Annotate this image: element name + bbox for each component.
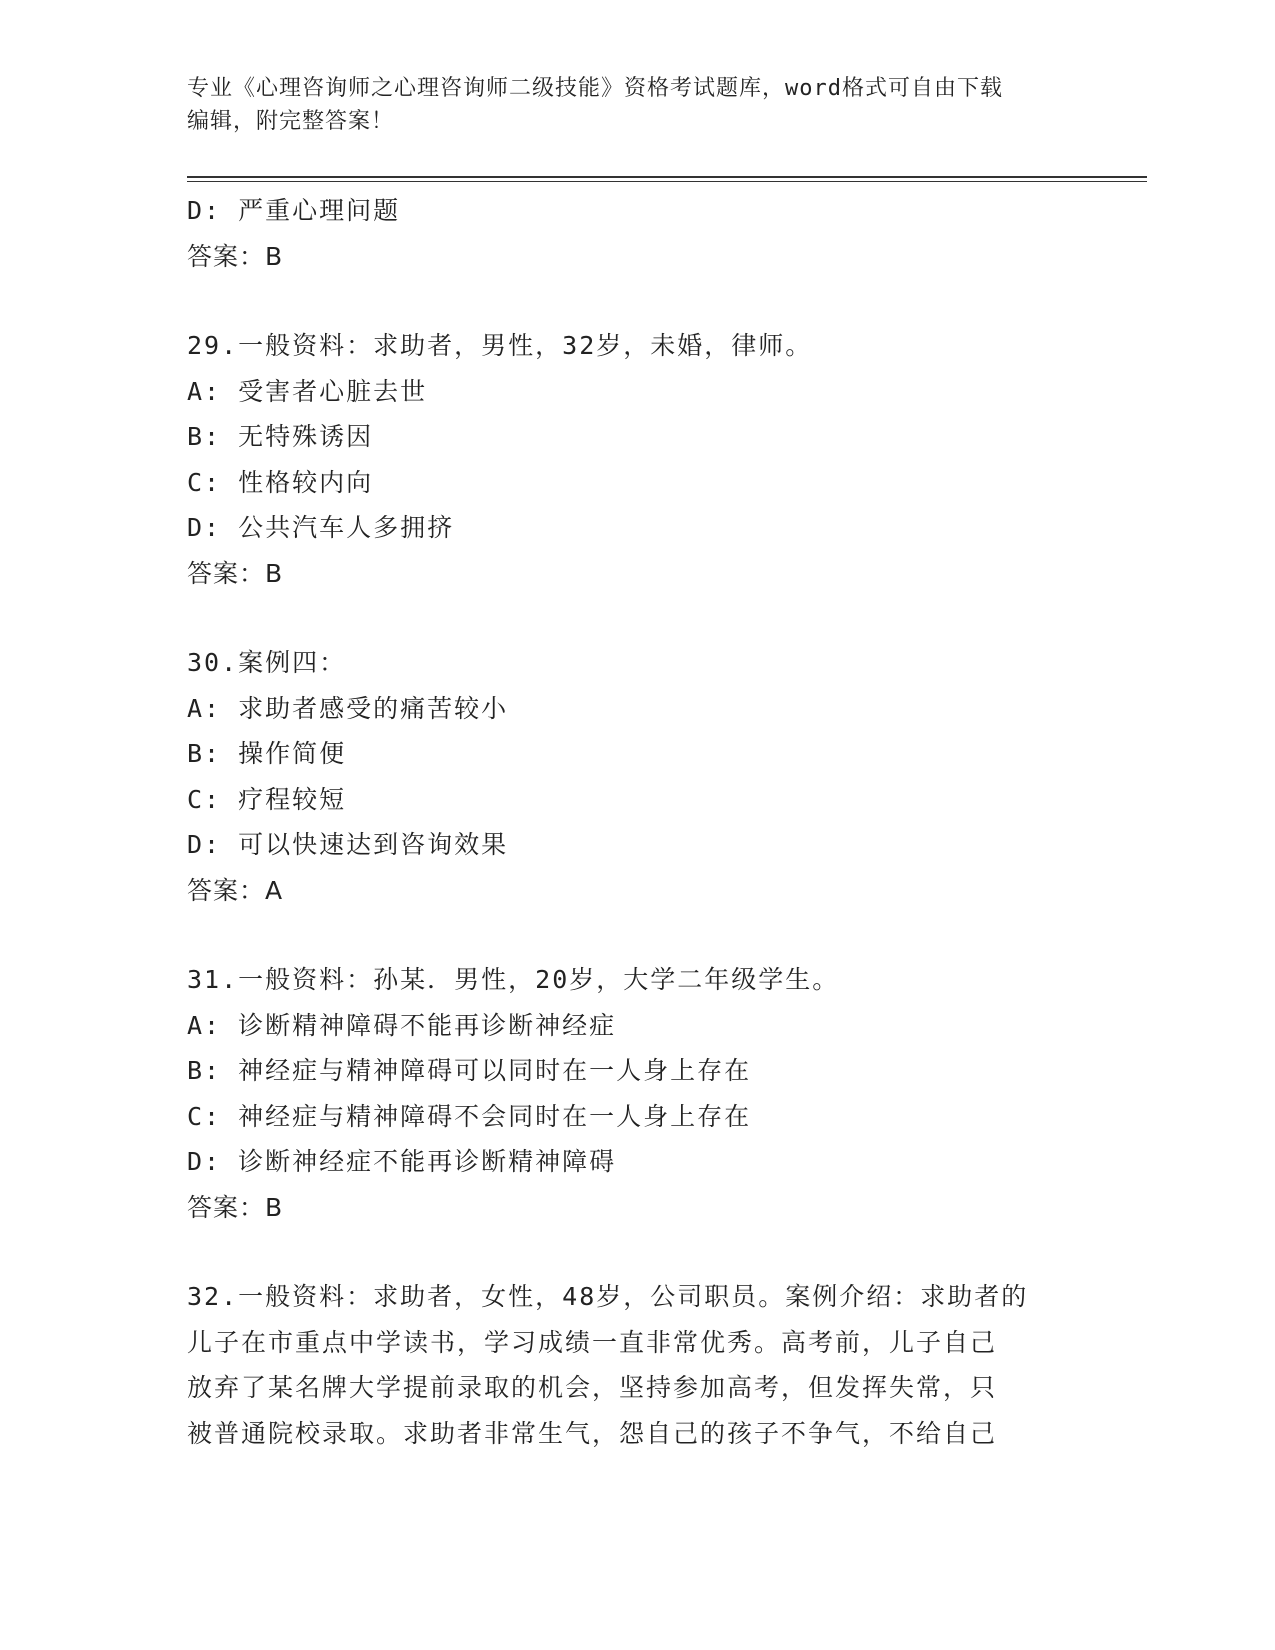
header-divider-thin — [187, 181, 1147, 182]
question-text-line: 被普通院校录取。求助者非常生气，怨自己的孩子不争气，不给自己 — [187, 1418, 998, 1448]
question-30 — [187, 640, 1087, 913]
spacer — [187, 279, 1087, 323]
answer: 答案：A — [187, 875, 284, 905]
answer: 答案：B — [187, 1192, 284, 1222]
question-text-line: 放弃了某名牌大学提前录取的机会，坚持参加高考，但发挥失常，只 — [187, 1373, 998, 1402]
option-d: D: 可以快速达到咨询效果 — [187, 830, 509, 859]
option-d: D: 诊断神经症不能再诊断精神障碍 — [187, 1147, 617, 1176]
spacer — [187, 1230, 1087, 1274]
spacer — [187, 596, 1087, 640]
option-a: A: 求助者感受的痛苦较小 — [187, 693, 509, 723]
question-stem: 30.案例四： — [187, 648, 347, 677]
option-b: B: 神经症与精神障碍可以同时在一人身上存在 — [187, 1056, 752, 1085]
question-29 — [187, 323, 1087, 596]
answer: 答案：B — [187, 558, 284, 588]
option-b: B: 操作简便 — [187, 739, 347, 768]
question-stem: 29.一般资料：求助者，男性，32岁，未婚，律师。 — [187, 331, 813, 360]
option-d: D: 公共汽车人多拥挤 — [187, 513, 455, 542]
header-line-1: 专业《心理咨询师之心理咨询师二级技能》资格考试题库，word格式可自由下载 — [187, 76, 1003, 101]
question-31 — [187, 957, 1087, 1230]
prev-option-d: D: 严重心理问题 — [187, 196, 401, 225]
prev-answer: 答案：B — [187, 241, 284, 271]
header-divider-thick — [187, 176, 1147, 178]
header-line-2: 编辑，附完整答案！ — [187, 109, 395, 134]
question-32 — [187, 1274, 1087, 1456]
option-c: C: 神经症与精神障碍不会同时在一人身上存在 — [187, 1101, 752, 1131]
question-stem: 31.一般资料：孙某．男性，20岁，大学二年级学生。 — [187, 965, 840, 994]
spacer — [187, 913, 1087, 957]
option-b: B: 无特殊诱因 — [187, 422, 374, 451]
option-c: C: 性格较内向 — [187, 467, 374, 497]
option-a: A: 诊断精神障碍不能再诊断神经症 — [187, 1010, 617, 1040]
document-header — [187, 72, 1087, 138]
option-a: A: 受害者心脏去世 — [187, 376, 428, 406]
option-c: C: 疗程较短 — [187, 784, 347, 814]
question-text-line: 32.一般资料：求助者，女性，48岁，公司职员。案例介绍：求助者的 — [187, 1282, 1029, 1311]
question-text-line: 儿子在市重点中学读书，学习成绩一直非常优秀。高考前，儿子自己 — [187, 1327, 998, 1357]
document-body — [187, 188, 1087, 1456]
